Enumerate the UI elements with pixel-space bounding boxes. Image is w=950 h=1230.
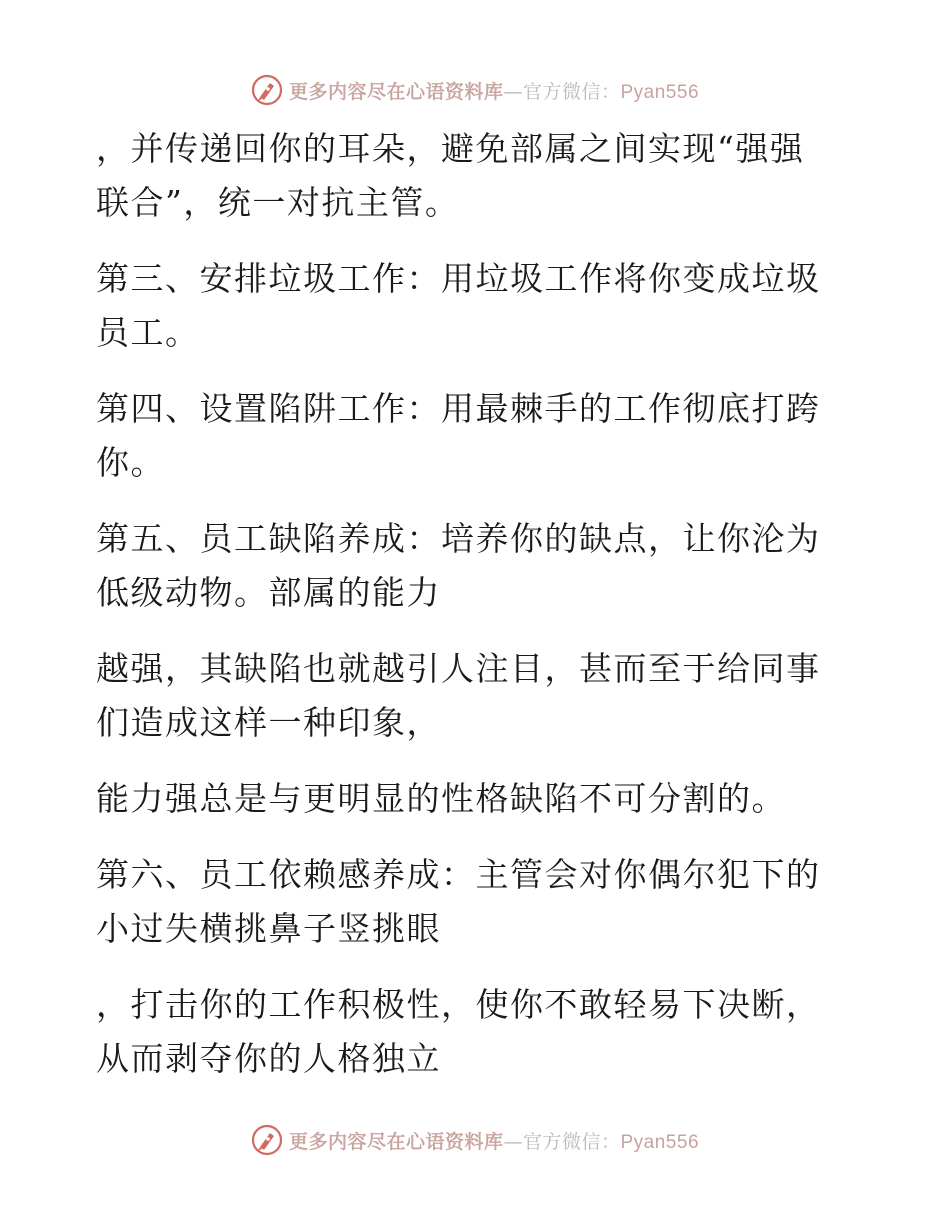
pen-nib-logo-icon xyxy=(251,74,283,106)
watermark-separator: — xyxy=(503,80,523,103)
header-watermark xyxy=(0,70,950,110)
paragraph: ，并传递回你的耳朵，避免部属之间实现“强强联合”，统一对抗主管。 xyxy=(96,129,805,222)
paragraph: 第三、安排垃圾工作：用垃圾工作将你变成垃圾员工。 xyxy=(96,259,821,352)
watermark-main-text: 更多内容尽在心语资料库 xyxy=(288,80,504,103)
watermark-wechat-label: 官方微信： xyxy=(522,1130,621,1153)
pen-nib-logo-icon xyxy=(251,1124,283,1156)
watermark-wechat-id: Pyan556 xyxy=(620,1131,700,1153)
paragraph: 越强，其缺陷也就越引人注目，甚而至于给同事们造成这样一种印象， xyxy=(96,649,821,742)
footer-watermark xyxy=(0,1120,950,1160)
watermark-main-text: 更多内容尽在心语资料库 xyxy=(288,1130,504,1153)
paragraph: ，打击你的工作积极性，使你不敢轻易下决断，从而剥夺你的人格独立 xyxy=(96,985,821,1078)
watermark-separator: — xyxy=(503,1130,523,1153)
paragraph: 第六、员工依赖感养成：主管会对你偶尔犯下的小过失横挑鼻子竖挑眼 xyxy=(96,855,821,948)
watermark-wechat-id: Pyan556 xyxy=(620,81,700,103)
paragraph: 第五、员工缺陷养成：培养你的缺点，让你沦为低级动物。部属的能力 xyxy=(96,519,821,612)
watermark-wechat-label: 官方微信： xyxy=(522,80,621,103)
paragraph: 第四、设置陷阱工作：用最棘手的工作彻底打跨你。 xyxy=(96,389,821,482)
paragraph: 能力强总是与更明显的性格缺陷不可分割的。 xyxy=(96,779,786,818)
document-body xyxy=(96,122,836,1108)
